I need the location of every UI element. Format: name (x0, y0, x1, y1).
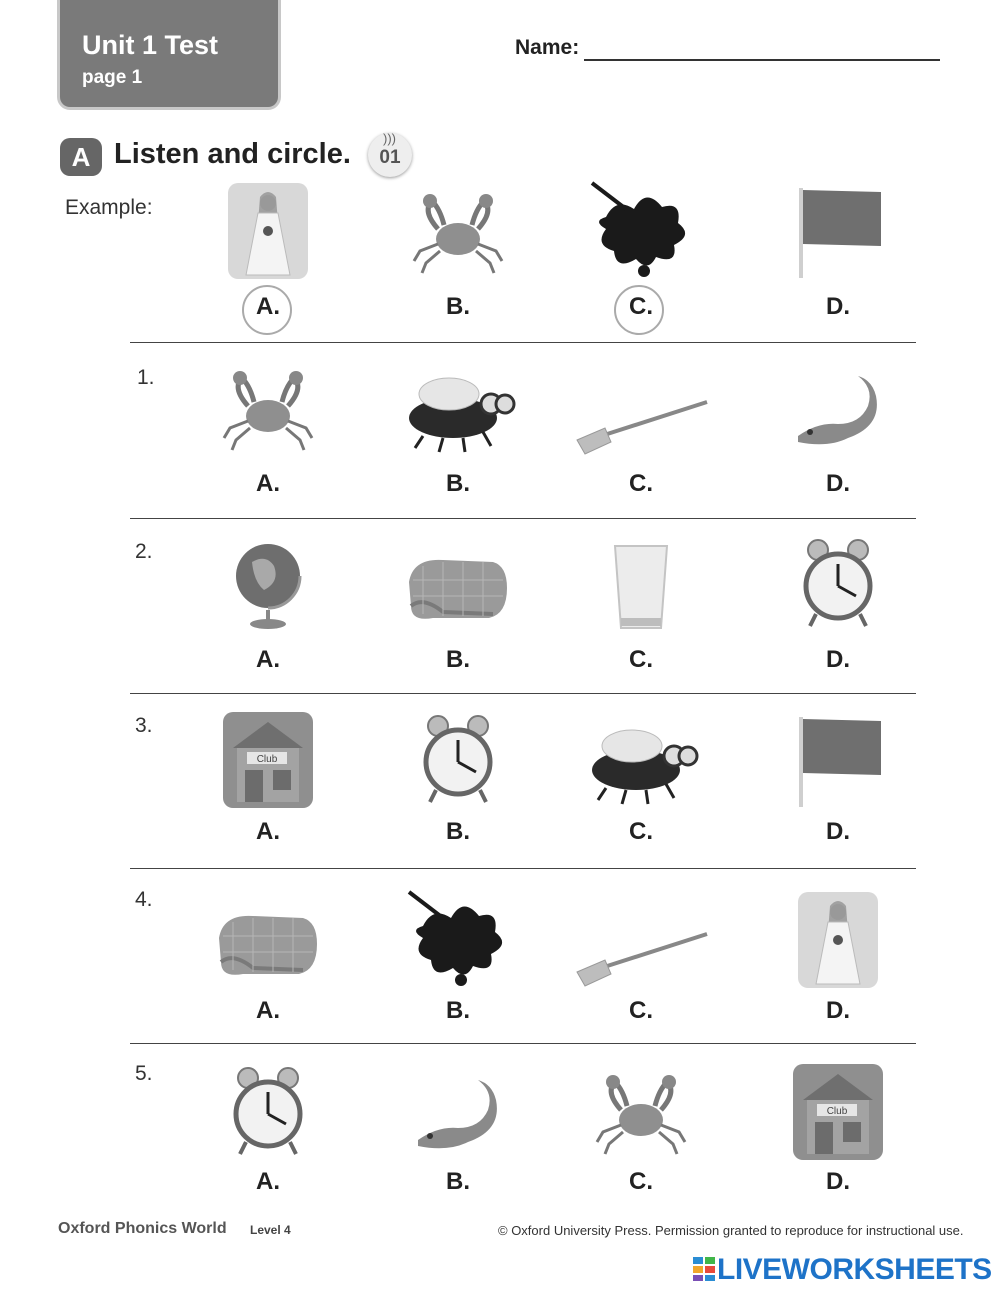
flag-icon[interactable] (793, 184, 883, 279)
section-badge: A (60, 138, 102, 176)
club-icon[interactable] (793, 1064, 883, 1160)
watermark-text: LIVEWORKSHEETS (717, 1253, 992, 1286)
option-letter[interactable]: D. (826, 646, 850, 673)
option-letter[interactable]: A. (256, 1168, 280, 1195)
audio-waves-icon: ))) (383, 131, 396, 146)
clock-icon[interactable] (228, 1064, 308, 1160)
audio-track-button[interactable] (368, 133, 412, 177)
broom-icon[interactable] (571, 928, 711, 988)
unit-tab (60, 0, 278, 107)
flag-icon[interactable] (793, 713, 883, 808)
option-letter[interactable]: A. (256, 293, 280, 320)
option-letter[interactable]: C. (629, 470, 653, 497)
option-letter[interactable]: B. (446, 646, 470, 673)
row-divider (130, 1043, 916, 1044)
name-label: Name: (515, 36, 580, 59)
row-label-2: 2. (135, 540, 153, 563)
crab-icon[interactable] (408, 189, 508, 279)
option-letter[interactable]: C. (629, 1168, 653, 1195)
footer-copyright: © Oxford University Press. Permission granted to reproduce for instructional use. (498, 1223, 964, 1238)
ink-splat-icon[interactable] (403, 888, 513, 988)
globe-icon[interactable] (228, 536, 308, 632)
page-number: page 1 (82, 67, 143, 88)
fly-icon[interactable] (393, 366, 523, 456)
option-letter[interactable]: A. (256, 818, 280, 845)
option-letter[interactable]: C. (629, 997, 653, 1024)
row-label-4: 4. (135, 888, 153, 911)
option-letter[interactable]: B. (446, 1168, 470, 1195)
row-label-5: 5. (135, 1062, 153, 1085)
option-letter[interactable]: D. (826, 470, 850, 497)
crab-icon[interactable] (591, 1070, 691, 1160)
option-letter[interactable]: B. (446, 470, 470, 497)
option-letter[interactable]: C. (629, 293, 653, 320)
crocodile-icon[interactable] (788, 366, 888, 456)
option-letter[interactable]: D. (826, 997, 850, 1024)
ink-splat-icon[interactable] (586, 179, 696, 279)
bride-icon[interactable] (798, 892, 878, 988)
option-letter[interactable]: B. (446, 997, 470, 1024)
blanket-icon[interactable] (213, 908, 323, 988)
glass-icon[interactable] (611, 542, 671, 632)
option-letter[interactable]: D. (826, 293, 850, 320)
option-letter[interactable]: B. (446, 818, 470, 845)
row-divider (130, 342, 916, 343)
option-letter[interactable]: A. (256, 470, 280, 497)
footer-level: Level 4 (250, 1223, 291, 1237)
row-divider (130, 518, 916, 519)
section-instruction: Listen and circle. (114, 138, 351, 170)
fly-icon[interactable] (576, 718, 706, 808)
option-letter[interactable]: D. (826, 818, 850, 845)
track-number: 01 (379, 147, 401, 168)
option-letter[interactable]: A. (256, 997, 280, 1024)
crocodile-icon[interactable] (408, 1070, 508, 1160)
row-divider (130, 868, 916, 869)
bride-icon[interactable] (228, 183, 308, 279)
broom-icon[interactable] (571, 396, 711, 456)
club-icon[interactable] (223, 712, 313, 808)
row-label-1: 1. (137, 366, 155, 389)
footer-brand: Oxford Phonics World (58, 1220, 227, 1237)
option-letter[interactable]: C. (629, 818, 653, 845)
option-letter[interactable]: D. (826, 1168, 850, 1195)
option-letter[interactable]: B. (446, 293, 470, 320)
option-letter[interactable]: C. (629, 646, 653, 673)
option-letter[interactable]: A. (256, 646, 280, 673)
blanket-icon[interactable] (403, 552, 513, 632)
clock-icon[interactable] (418, 712, 498, 808)
unit-title: Unit 1 Test (82, 30, 219, 60)
crab-icon[interactable] (218, 366, 318, 456)
logo-blocks-icon (693, 1257, 715, 1281)
name-field[interactable] (584, 59, 940, 61)
row-divider (130, 693, 916, 694)
clock-icon[interactable] (798, 536, 878, 632)
row-label-3: 3. (135, 714, 153, 737)
row-label-example: Example: (65, 196, 153, 219)
